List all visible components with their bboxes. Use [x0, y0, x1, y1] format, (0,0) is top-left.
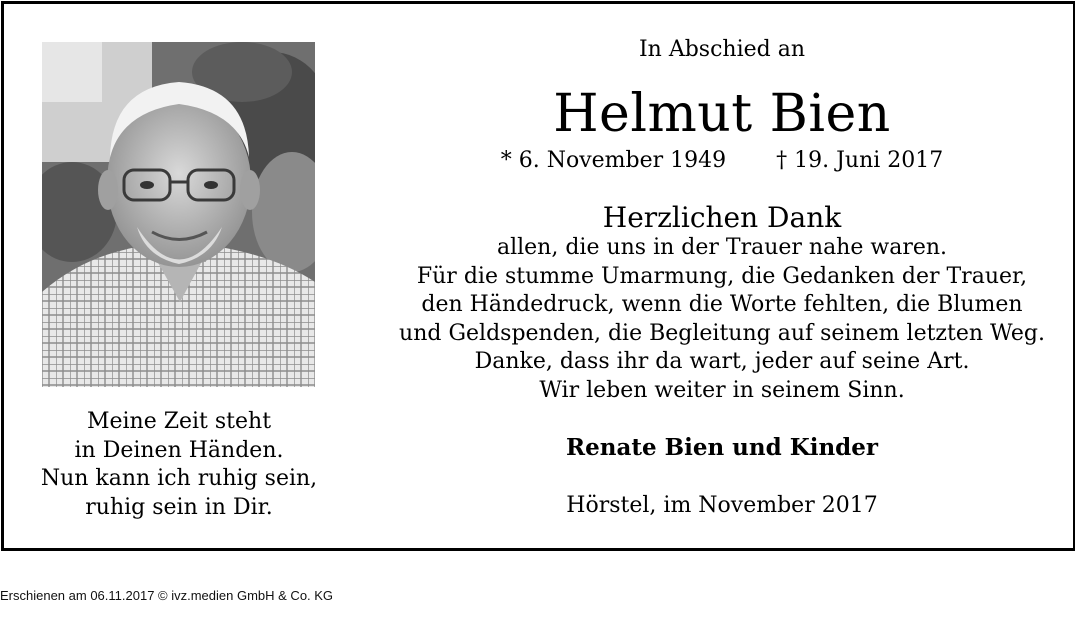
portrait-photo [42, 42, 315, 387]
portrait-image [42, 42, 315, 387]
thanks-line: Danke, dass ihr da wart, jeder auf seine Art. [474, 349, 970, 375]
deceased-name: Helmut Bien [553, 84, 891, 144]
place-date: Hörstel, im November 2017 [566, 493, 878, 518]
thanks-line: den Händedruck, wenn die Worte fehlten, die Blumen [421, 292, 1023, 318]
thanks-text [374, 234, 1070, 406]
thanks-line: allen, die uns in der Trauer nahe waren. [496, 235, 948, 260]
verse-line: in Deinen Händen. [74, 437, 284, 463]
verse-block [34, 408, 324, 522]
intro-text: In Abschied an [638, 37, 806, 62]
publication-footer: Erschienen am 06.11.2017 © ivz.medien GmbH & Co. KG [0, 588, 334, 603]
death-date: † 19. Juni 2017 [776, 148, 944, 173]
obituary-frame [1, 1, 1075, 551]
verse-line: Nun kann ich ruhig sein, [40, 466, 318, 491]
life-dates [374, 148, 1070, 173]
signed-by: Renate Bien und Kinder [566, 434, 878, 461]
thanks-line: und Geldspenden, die Begleitung auf seinem letzten Weg. [399, 320, 1045, 346]
thanks-line: Für die stumme Umarmung, die Gedanken der Trauer, [416, 263, 1028, 289]
verse-line: ruhig sein in Dir. [85, 494, 273, 520]
thanks-line: Wir leben weiter in seinem Sinn. [539, 377, 905, 403]
birth-date: * 6. November 1949 [500, 148, 727, 173]
thanks-title: Herzlichen Dank [602, 201, 842, 234]
verse-line: Meine Zeit steht [86, 409, 272, 434]
